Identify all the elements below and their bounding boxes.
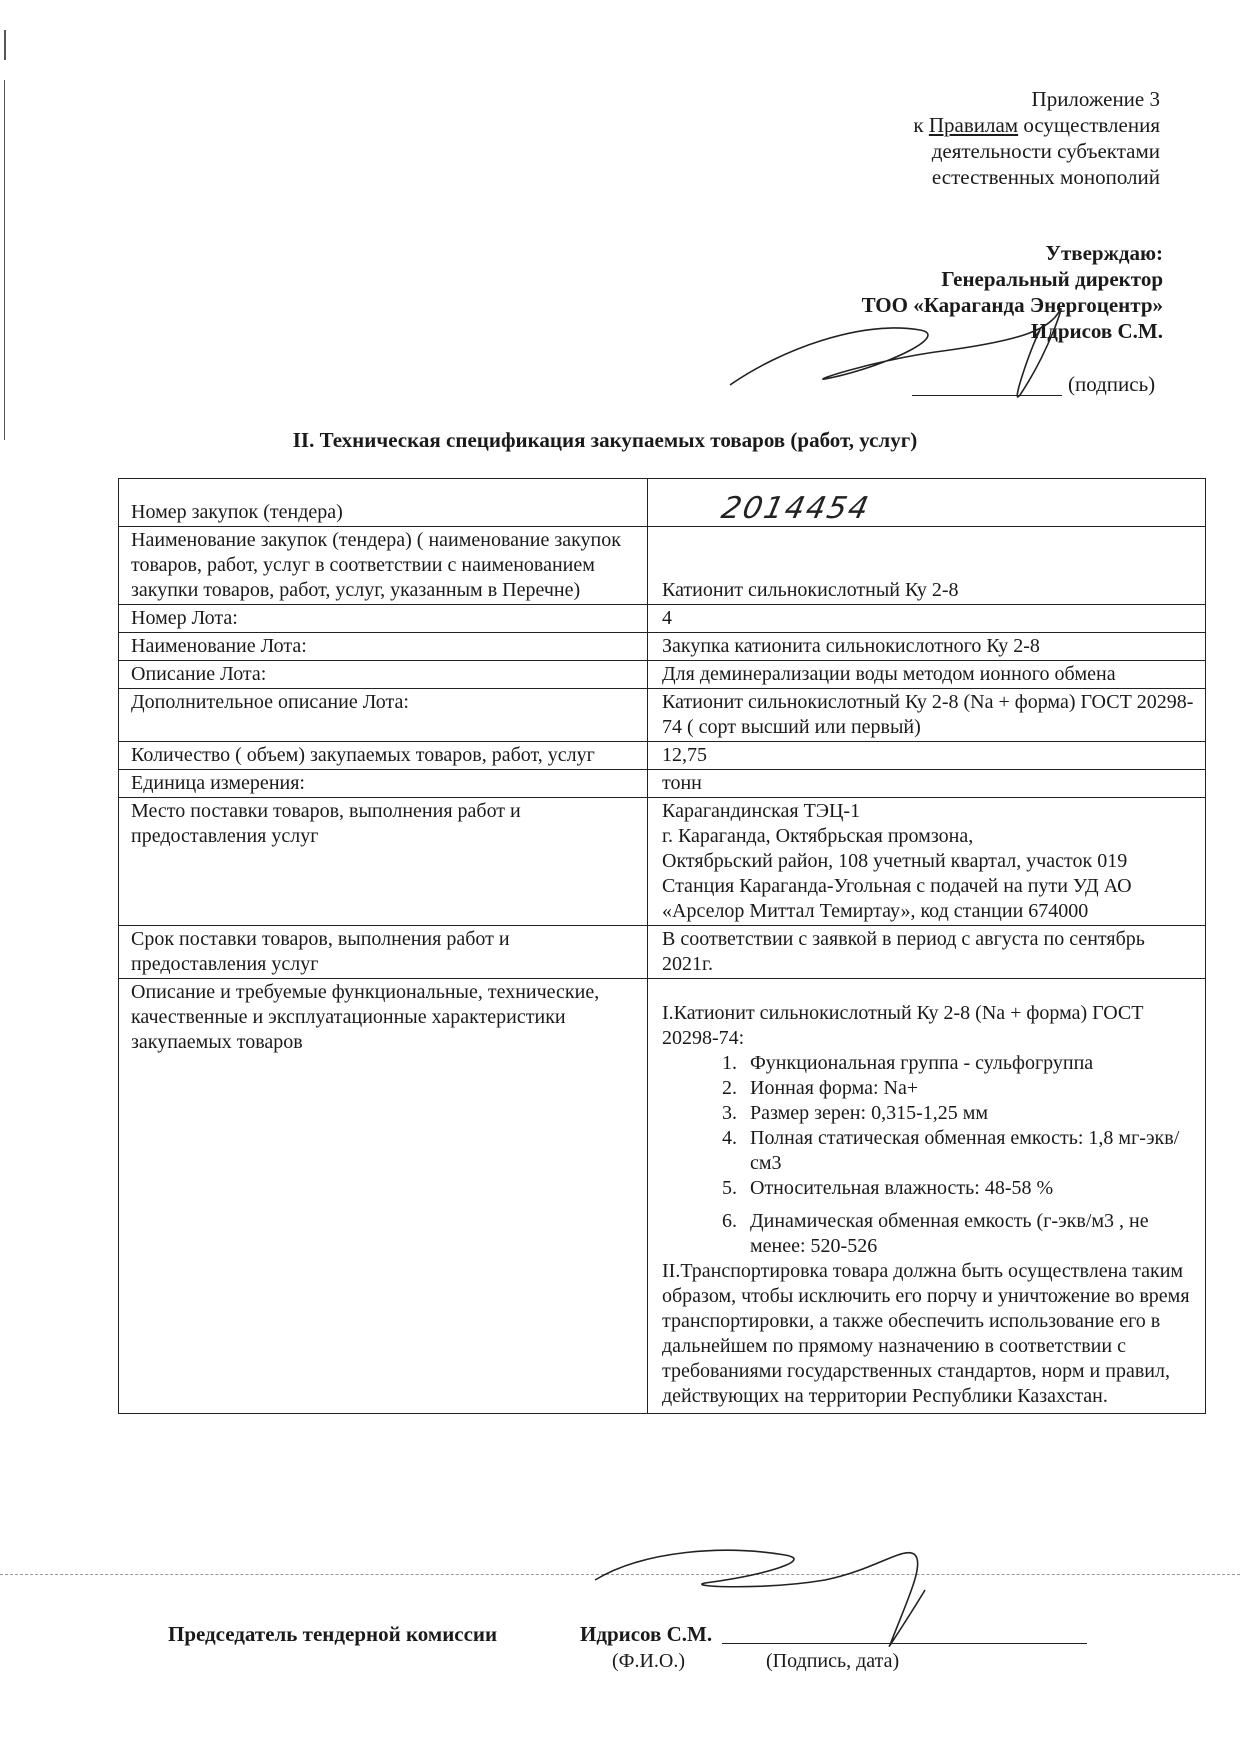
row-label: Наименование Лота: [119,633,648,661]
row-value: Катионит сильнокислотный Ку 2-8 (Na + форма) ГОСТ 20298-74 ( сорт высший или первый) [648,689,1206,742]
row-value [648,979,1206,1414]
row-value [648,798,1206,926]
list-item: 6. Динамическая обменная емкость (г-экв/м3 , не менее: 520-526 [742,1209,1199,1259]
tender-number-handwritten: 2014454 [718,491,874,526]
signature-caption: (подпись) [1068,372,1156,396]
row-label: Количество ( объем) закупаемых товаров, работ, услуг [119,742,648,770]
row-label: Срок поставки товаров, выполнения работ и предоставления услуг [119,926,648,979]
row-value: 12,75 [648,742,1206,770]
row-value: Катионит сильнокислотный Ку 2-8 [648,527,1206,605]
row-label: Единица измерения: [119,770,648,798]
table-row [119,770,1206,798]
row-value: Закупка катионита сильнокислотного Ку 2-8 [648,633,1206,661]
chair-name: Идрисов С.М. [580,1622,713,1646]
delivery-line: г. Караганда, Октябрьская промзона, [662,825,974,847]
appendix-line: естественных монополий [931,165,1160,189]
scan-artifact [4,30,6,60]
approver-name: Идрисов С.М. [1030,319,1163,343]
row-label: Номер закупок (тендера) [119,479,648,527]
specification-table [118,478,1206,1414]
list-item: 2. Ионная форма: Na+ [742,1076,1199,1101]
appendix-suffix: осуществления [1018,113,1160,137]
row-label: Место поставки товаров, выполнения работ и предоставления услуг [119,798,648,926]
row-label: Наименование закупок (тендера) ( наименование закупок товаров, работ, услуг в соответствии с наименованием закупки товаров, работ, услуг, указанным в Перечне) [119,527,648,605]
delivery-line: «Арселор Миттал Темиртау», код станции 674000 [662,900,1089,922]
approver-position: Генеральный директор [941,267,1163,291]
row-value: тонн [648,770,1206,798]
appendix-note [740,86,1160,190]
table-row [119,605,1206,633]
delivery-line: Октябрьский район, 108 учетный квартал, участок 019 [662,850,1128,872]
delivery-line: Станция Караганда-Угольная с подачей на пути УД АО [662,875,1132,897]
document-title: II. Техническая спецификация закупаемых товаров (работ, услуг) [292,428,918,452]
row-label: Номер Лота: [119,605,648,633]
appendix-prefix: к [913,113,929,137]
table-row [119,527,1206,605]
transport-note: II.Транспортировка товара должна быть осуществлена таким образом, чтобы исключить его порчу и уничтожение во время транспортировки, а также обеспечить использование его в дальнейшем по прямому назначению в соответствии с требованиями государственных стандартов, норм и правил, действующих на территории Республики Казахстан. [662,1260,1190,1407]
approve-label: Утверждаю: [1045,241,1163,265]
table-row [119,633,1206,661]
row-label: Описание Лота: [119,661,648,689]
table-row [119,979,1206,1414]
delivery-line: Карагандинская ТЭЦ-1 [662,800,861,822]
list-item: 1. Функциональная группа - сульфогруппа [742,1051,1199,1076]
appendix-line: Приложение 3 [1031,87,1160,111]
row-value [648,479,1206,527]
list-item: 3. Размер зерен: 0,315-1,25 мм [742,1101,1199,1126]
appendix-line: деятельности субъектами [931,139,1160,163]
row-value: В соответствии с заявкой в период с августа по сентябрь 2021г. [648,926,1206,979]
list-item: 5. Относительная влажность: 48-58 % [742,1176,1199,1201]
row-value: 4 [648,605,1206,633]
appendix-line [740,112,1160,138]
table-row [119,926,1206,979]
row-label: Описание и требуемые функциональные, технические, качественные и эксплуатационные характеристики закупаемых товаров [119,979,648,1414]
rules-link[interactable]: Правилам [928,113,1019,137]
row-value: Для деминерализации воды методом ионного обмена [648,661,1206,689]
scan-artifact [4,80,5,440]
chair-signature-line [722,1643,1087,1644]
characteristics-list [662,1051,1199,1259]
signature-line [912,395,1062,396]
table-row [119,479,1206,527]
list-item: 4. Полная статическая обменная емкость: 1,8 мг-экв/см3 [742,1126,1199,1176]
table-row [119,798,1206,926]
company-name: ТОО «Караганда Энергоцентр» [861,293,1163,317]
signature-date-caption: (Подпись, дата) [766,1650,900,1672]
row-label: Дополнительное описание Лота: [119,689,648,742]
fio-caption: (Ф.И.О.) [612,1650,686,1672]
table-row [119,661,1206,689]
table-row [119,689,1206,742]
table-row [119,742,1206,770]
characteristics-intro: I.Катионит сильнокислотный Ку 2-8 (Na + форма) ГОСТ 20298-74: [662,1002,1144,1049]
chair-label: Председатель тендерной комиссии [168,1622,498,1646]
